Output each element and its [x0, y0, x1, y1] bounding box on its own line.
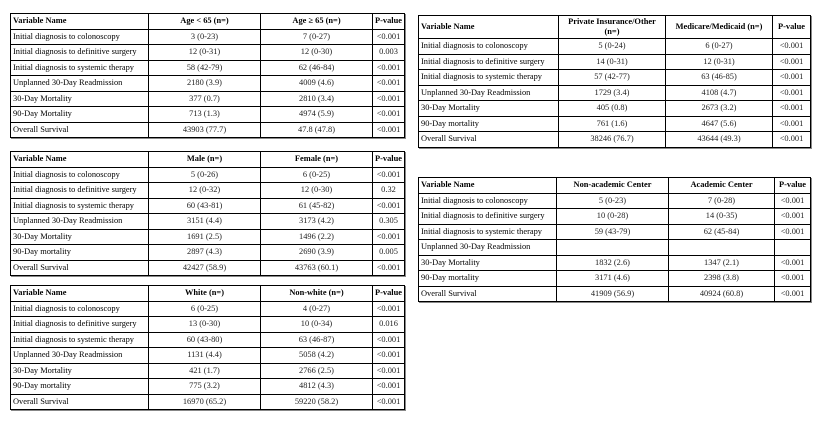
row-label: Initial diagnosis to definitive surgery — [11, 317, 149, 333]
table-row — [11, 60, 405, 76]
table-cell: 59 (43-79) — [557, 224, 669, 240]
age-table — [10, 13, 405, 138]
table-row — [419, 39, 811, 55]
table-cell: <0.001 — [775, 286, 811, 302]
table-cell: 3151 (4.4) — [149, 214, 261, 230]
row-label: 90-Day mortality — [419, 271, 557, 287]
table-row — [11, 301, 405, 317]
table-cell: 38246 (76.7) — [559, 132, 666, 148]
sex-table — [10, 151, 405, 276]
table-cell: <0.001 — [773, 70, 811, 86]
race-table — [10, 285, 405, 410]
row-label: Initial diagnosis to systemic therapy — [11, 60, 149, 76]
table-cell: 43644 (49.3) — [666, 132, 773, 148]
row-label: Initial diagnosis to colonoscopy — [419, 193, 557, 209]
table-row — [419, 85, 811, 101]
table-cell: 0.32 — [373, 183, 405, 199]
table-row — [11, 332, 405, 348]
table-cell: 12 (0-31) — [666, 54, 773, 70]
row-label: Initial diagnosis to colonoscopy — [419, 39, 559, 55]
table-cell: 2690 (3.9) — [261, 245, 373, 261]
column-header: P-value — [373, 152, 405, 168]
table-cell: 4647 (5.6) — [666, 116, 773, 132]
column-header: Private Insurance/Other (n=) — [559, 16, 666, 39]
table-row — [419, 286, 811, 302]
table-cell: 0.005 — [373, 245, 405, 261]
table-cell: 60 (43-80) — [149, 332, 261, 348]
facility-table — [418, 177, 811, 302]
table-cell: <0.001 — [373, 332, 405, 348]
table-row — [11, 348, 405, 364]
table-row — [419, 255, 811, 271]
row-label: 90-Day mortality — [419, 116, 559, 132]
table-row — [11, 91, 405, 107]
table-cell: 59220 (58.2) — [261, 394, 373, 410]
table-row — [11, 363, 405, 379]
table-cell: 4 (0-27) — [261, 301, 373, 317]
table-row — [11, 29, 405, 45]
insurance-table — [418, 15, 811, 148]
table-cell: 47.8 (47.8) — [261, 122, 373, 138]
table-cell: 2766 (2.5) — [261, 363, 373, 379]
table-cell: 63 (46-85) — [666, 70, 773, 86]
table-row — [419, 101, 811, 117]
table-cell — [775, 240, 811, 256]
table-row — [11, 167, 405, 183]
table-cell: 62 (45-84) — [669, 224, 775, 240]
table-cell: <0.001 — [373, 379, 405, 395]
row-label: 30-Day Mortality — [419, 255, 557, 271]
table-cell: <0.001 — [773, 54, 811, 70]
table-cell: <0.001 — [775, 271, 811, 287]
table-row — [419, 224, 811, 240]
table-cell: <0.001 — [373, 76, 405, 92]
table-cell: 6 (0-25) — [261, 167, 373, 183]
table-cell: <0.001 — [373, 348, 405, 364]
table-cell: <0.001 — [373, 107, 405, 123]
table-row — [419, 70, 811, 86]
row-label: 90-Day mortality — [11, 379, 149, 395]
table-cell: <0.001 — [373, 363, 405, 379]
age-header-row — [11, 14, 405, 30]
table-cell: 1496 (2.2) — [261, 229, 373, 245]
column-header: P-value — [373, 286, 405, 302]
table-cell: 761 (1.6) — [559, 116, 666, 132]
race-header-row — [11, 286, 405, 302]
table-row — [11, 379, 405, 395]
column-header: Age < 65 (n=) — [149, 14, 261, 30]
table-cell: 5 (0-24) — [559, 39, 666, 55]
table-cell: 0.016 — [373, 317, 405, 333]
column-header: Age ≥ 65 (n=) — [261, 14, 373, 30]
table-cell: <0.001 — [773, 101, 811, 117]
row-label: Unplanned 30-Day Readmission — [419, 240, 557, 256]
table-cell: <0.001 — [775, 193, 811, 209]
column-header: P-value — [373, 14, 405, 30]
table-cell: 5 (0-23) — [557, 193, 669, 209]
column-header: Academic Center — [669, 178, 775, 194]
table-cell: <0.001 — [373, 198, 405, 214]
table-row — [11, 214, 405, 230]
row-label: Overall Survival — [11, 260, 149, 276]
table-cell: 6 (0-25) — [149, 301, 261, 317]
table-cell: <0.001 — [773, 39, 811, 55]
row-label: Initial diagnosis to systemic therapy — [11, 198, 149, 214]
table-cell: <0.001 — [373, 60, 405, 76]
table-cell: 1347 (2.1) — [669, 255, 775, 271]
table-row — [11, 198, 405, 214]
column-header: Variable Name — [11, 286, 149, 302]
table-row — [11, 317, 405, 333]
row-label: 30-Day Mortality — [11, 363, 149, 379]
table-cell: <0.001 — [373, 167, 405, 183]
table-cell: 3 (0-23) — [149, 29, 261, 45]
table-cell: 421 (1.7) — [149, 363, 261, 379]
table-cell: 713 (1.3) — [149, 107, 261, 123]
table-cell: 0.003 — [373, 45, 405, 61]
table-cell: 57 (42-77) — [559, 70, 666, 86]
table-cell: 14 (0-35) — [669, 209, 775, 225]
table-cell: <0.001 — [773, 116, 811, 132]
table-row — [11, 76, 405, 92]
table-cell: 1832 (2.6) — [557, 255, 669, 271]
table-cell: 405 (0.8) — [559, 101, 666, 117]
table-cell: <0.001 — [373, 229, 405, 245]
column-header: Male (n=) — [149, 152, 261, 168]
table-cell: 1691 (2.5) — [149, 229, 261, 245]
row-label: Initial diagnosis to definitive surgery — [419, 54, 559, 70]
table-row — [419, 271, 811, 287]
table-cell: 2897 (4.3) — [149, 245, 261, 261]
table-cell: <0.001 — [373, 260, 405, 276]
table-row — [11, 45, 405, 61]
table-cell: 63 (46-87) — [261, 332, 373, 348]
table-row — [11, 260, 405, 276]
row-label: 30-Day Mortality — [11, 91, 149, 107]
row-label: Overall Survival — [419, 286, 557, 302]
table-cell: <0.001 — [373, 122, 405, 138]
table-cell: 7 (0-27) — [261, 29, 373, 45]
table-cell: 2180 (3.9) — [149, 76, 261, 92]
column-header: Variable Name — [11, 14, 149, 30]
column-header: Variable Name — [419, 178, 557, 194]
insurance-header-row — [419, 16, 811, 39]
table-cell: 4009 (4.6) — [261, 76, 373, 92]
table-row — [419, 132, 811, 148]
table-cell: 1131 (4.4) — [149, 348, 261, 364]
table-cell: 13 (0-30) — [149, 317, 261, 333]
table-row — [11, 229, 405, 245]
table-cell: <0.001 — [773, 132, 811, 148]
table-cell: 58 (42-79) — [149, 60, 261, 76]
table-cell: 2673 (3.2) — [666, 101, 773, 117]
row-label: Initial diagnosis to systemic therapy — [419, 224, 557, 240]
table-cell: 61 (45-82) — [261, 198, 373, 214]
row-label: Initial diagnosis to systemic therapy — [419, 70, 559, 86]
table-cell: <0.001 — [373, 394, 405, 410]
table-row — [419, 193, 811, 209]
facility-header-row — [419, 178, 811, 194]
row-label: Initial diagnosis to definitive surgery — [11, 45, 149, 61]
table-cell: <0.001 — [773, 85, 811, 101]
table-cell: 7 (0-28) — [669, 193, 775, 209]
table-cell: 2398 (3.8) — [669, 271, 775, 287]
table-cell: 1729 (3.4) — [559, 85, 666, 101]
table-row — [11, 183, 405, 199]
row-label: Initial diagnosis to definitive surgery — [419, 209, 557, 225]
table-cell: 4812 (4.3) — [261, 379, 373, 395]
table-cell — [669, 240, 775, 256]
table-cell: 5 (0-26) — [149, 167, 261, 183]
table-cell: 12 (0-31) — [149, 45, 261, 61]
table-cell: <0.001 — [775, 255, 811, 271]
column-header: Medicare/Medicaid (n=) — [666, 16, 773, 39]
table-cell: 60 (43-81) — [149, 198, 261, 214]
row-label: 30-Day Mortality — [419, 101, 559, 117]
table-cell: 43763 (60.1) — [261, 260, 373, 276]
table-cell: 377 (0.7) — [149, 91, 261, 107]
table-row — [419, 54, 811, 70]
table-cell: 12 (0-30) — [261, 183, 373, 199]
table-cell — [557, 240, 669, 256]
row-label: 90-Day Mortality — [11, 107, 149, 123]
row-label: 90-Day mortality — [11, 245, 149, 261]
row-label: Initial diagnosis to colonoscopy — [11, 301, 149, 317]
table-cell: 10 (0-28) — [557, 209, 669, 225]
table-cell: 12 (0-30) — [261, 45, 373, 61]
row-label: Unplanned 30-Day Readmission — [11, 214, 149, 230]
table-cell: 6 (0-27) — [666, 39, 773, 55]
table-cell: 10 (0-34) — [261, 317, 373, 333]
table-cell: 2810 (3.4) — [261, 91, 373, 107]
row-label: Unplanned 30-Day Readmission — [11, 348, 149, 364]
table-row — [11, 245, 405, 261]
column-header: Variable Name — [11, 152, 149, 168]
table-cell: 3173 (4.2) — [261, 214, 373, 230]
table-cell: 16970 (65.2) — [149, 394, 261, 410]
table-cell: <0.001 — [775, 209, 811, 225]
column-header: Variable Name — [419, 16, 559, 39]
column-header: P-value — [773, 16, 811, 39]
table-cell: 0.305 — [373, 214, 405, 230]
table-cell: 43903 (77.7) — [149, 122, 261, 138]
table-cell: 14 (0-31) — [559, 54, 666, 70]
column-header: P-value — [775, 178, 811, 194]
column-header: Female (n=) — [261, 152, 373, 168]
column-header: White (n=) — [149, 286, 261, 302]
table-cell: <0.001 — [373, 91, 405, 107]
row-label: Unplanned 30-Day Readmission — [11, 76, 149, 92]
table-cell: 5058 (4.2) — [261, 348, 373, 364]
table-cell: <0.001 — [373, 301, 405, 317]
row-label: Overall Survival — [419, 132, 559, 148]
table-cell: <0.001 — [373, 29, 405, 45]
table-row — [11, 394, 405, 410]
table-cell: <0.001 — [775, 224, 811, 240]
table-cell: 41909 (56.9) — [557, 286, 669, 302]
row-label: Initial diagnosis to systemic therapy — [11, 332, 149, 348]
table-row — [11, 107, 405, 123]
table-cell: 42427 (58.9) — [149, 260, 261, 276]
table-cell: 12 (0-32) — [149, 183, 261, 199]
table-row — [419, 240, 811, 256]
row-label: Initial diagnosis to colonoscopy — [11, 167, 149, 183]
table-cell: 4108 (4.7) — [666, 85, 773, 101]
table-cell: 40924 (60.8) — [669, 286, 775, 302]
table-cell: 4974 (5.9) — [261, 107, 373, 123]
table-cell: 3171 (4.6) — [557, 271, 669, 287]
sex-header-row — [11, 152, 405, 168]
row-label: Unplanned 30-Day Readmission — [419, 85, 559, 101]
table-cell: 62 (46-84) — [261, 60, 373, 76]
row-label: Overall Survival — [11, 122, 149, 138]
row-label: Initial diagnosis to colonoscopy — [11, 29, 149, 45]
table-cell: 775 (3.2) — [149, 379, 261, 395]
column-header: Non-white (n=) — [261, 286, 373, 302]
table-row — [419, 209, 811, 225]
table-row — [419, 116, 811, 132]
row-label: Initial diagnosis to definitive surgery — [11, 183, 149, 199]
table-row — [11, 122, 405, 138]
row-label: Overall Survival — [11, 394, 149, 410]
column-header: Non-academic Center — [557, 178, 669, 194]
row-label: 30-Day Mortality — [11, 229, 149, 245]
